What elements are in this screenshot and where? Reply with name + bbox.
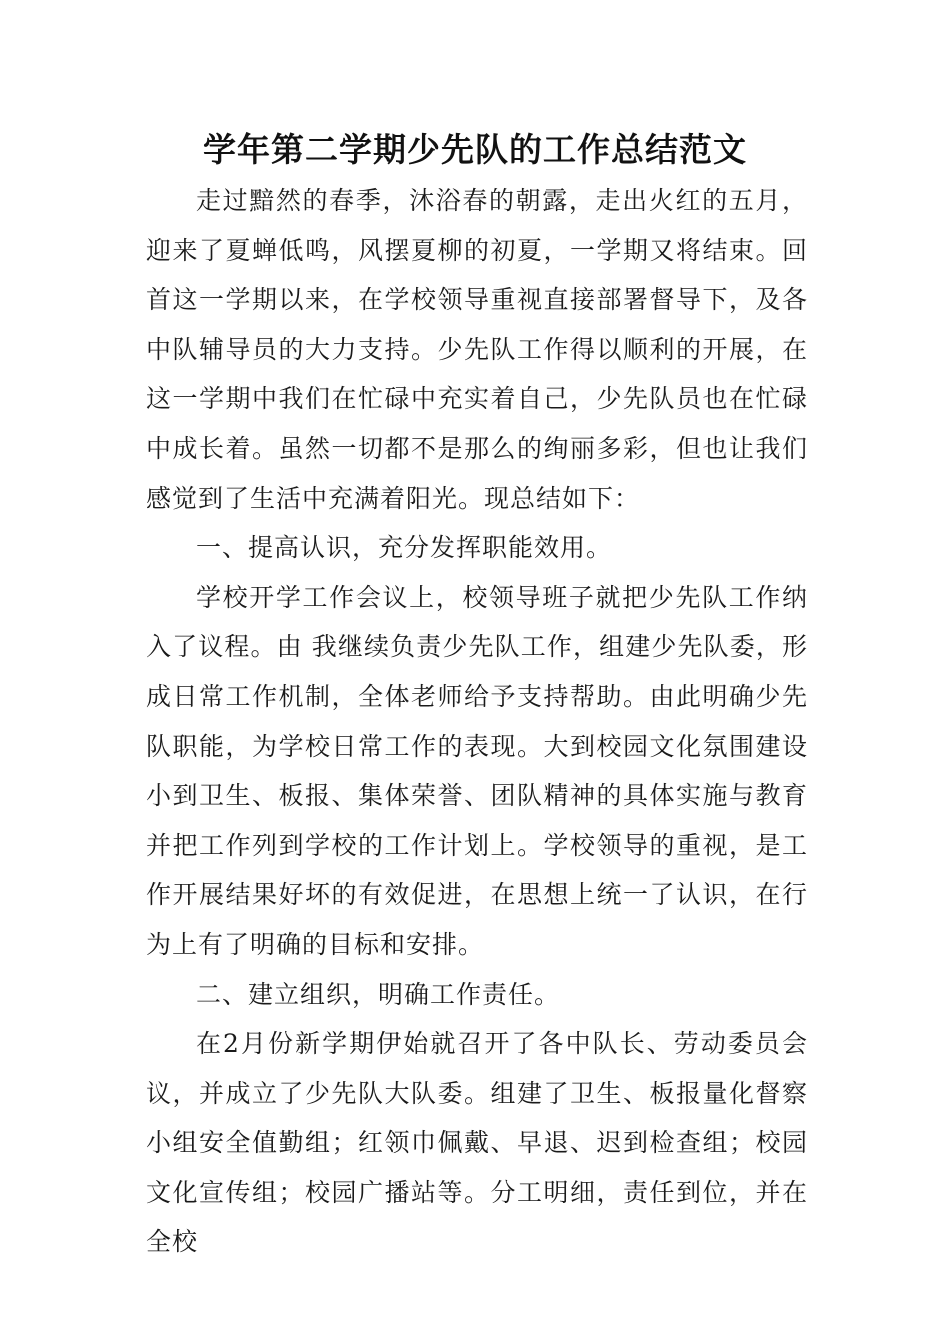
document-body <box>146 176 808 1267</box>
paragraph-section-2: 在2月份新学期伊始就召开了各中队长、劳动委员会议，并成立了少先队大队委。组建了卫生、板报量化督察小组安全值勤组；红领巾佩戴、早退、迟到检查组；校园文化宣传组；校园广播站等。分工明细，责任到位，并在全校 <box>146 1029 808 1257</box>
section-heading-2: 二、建立组织，明确工作责任。 <box>196 979 561 1009</box>
section-heading-1: 一、提高认识，充分发挥职能效用。 <box>196 533 613 563</box>
document-title: 学年第二学期少先队的工作总结范文 <box>203 130 747 169</box>
paragraph-section-1: 学校开学工作会议上，校领导班子就把少先队工作纳入了议程。由 我继续负责少先队工作，组建少先队委，形成日常工作机制，全体老师给予支持帮助。由此明确少先队职能，为学校日常工作的表现。大到校园文化氛围建设小到卫生、板报、集体荣誉、团队精神的具体实施与教育并把工作列到学校的工作计划上。学校领导的重视，是工作开展结果好坏的有效促进，在思想上统一了认识，在行为上有了明确的目标和安排。 <box>146 582 808 959</box>
paragraph-intro: 走过黯然的春季，沐浴春的朝露，走出火红的五月，迎来了夏蝉低鸣，风摆夏柳的初夏，一学期又将结束。回首这一学期以来，在学校领导重视直接部署督导下，及各中队辅导员的大力支持。少先队工作得以顺利的开展，在这一学期中我们在忙碌中充实着自己，少先队员也在忙碌中成长着。虽然一切都不是那么的绚丽多彩，但也让我们感觉到了生活中充满着阳光。现总结如下： <box>146 186 808 513</box>
